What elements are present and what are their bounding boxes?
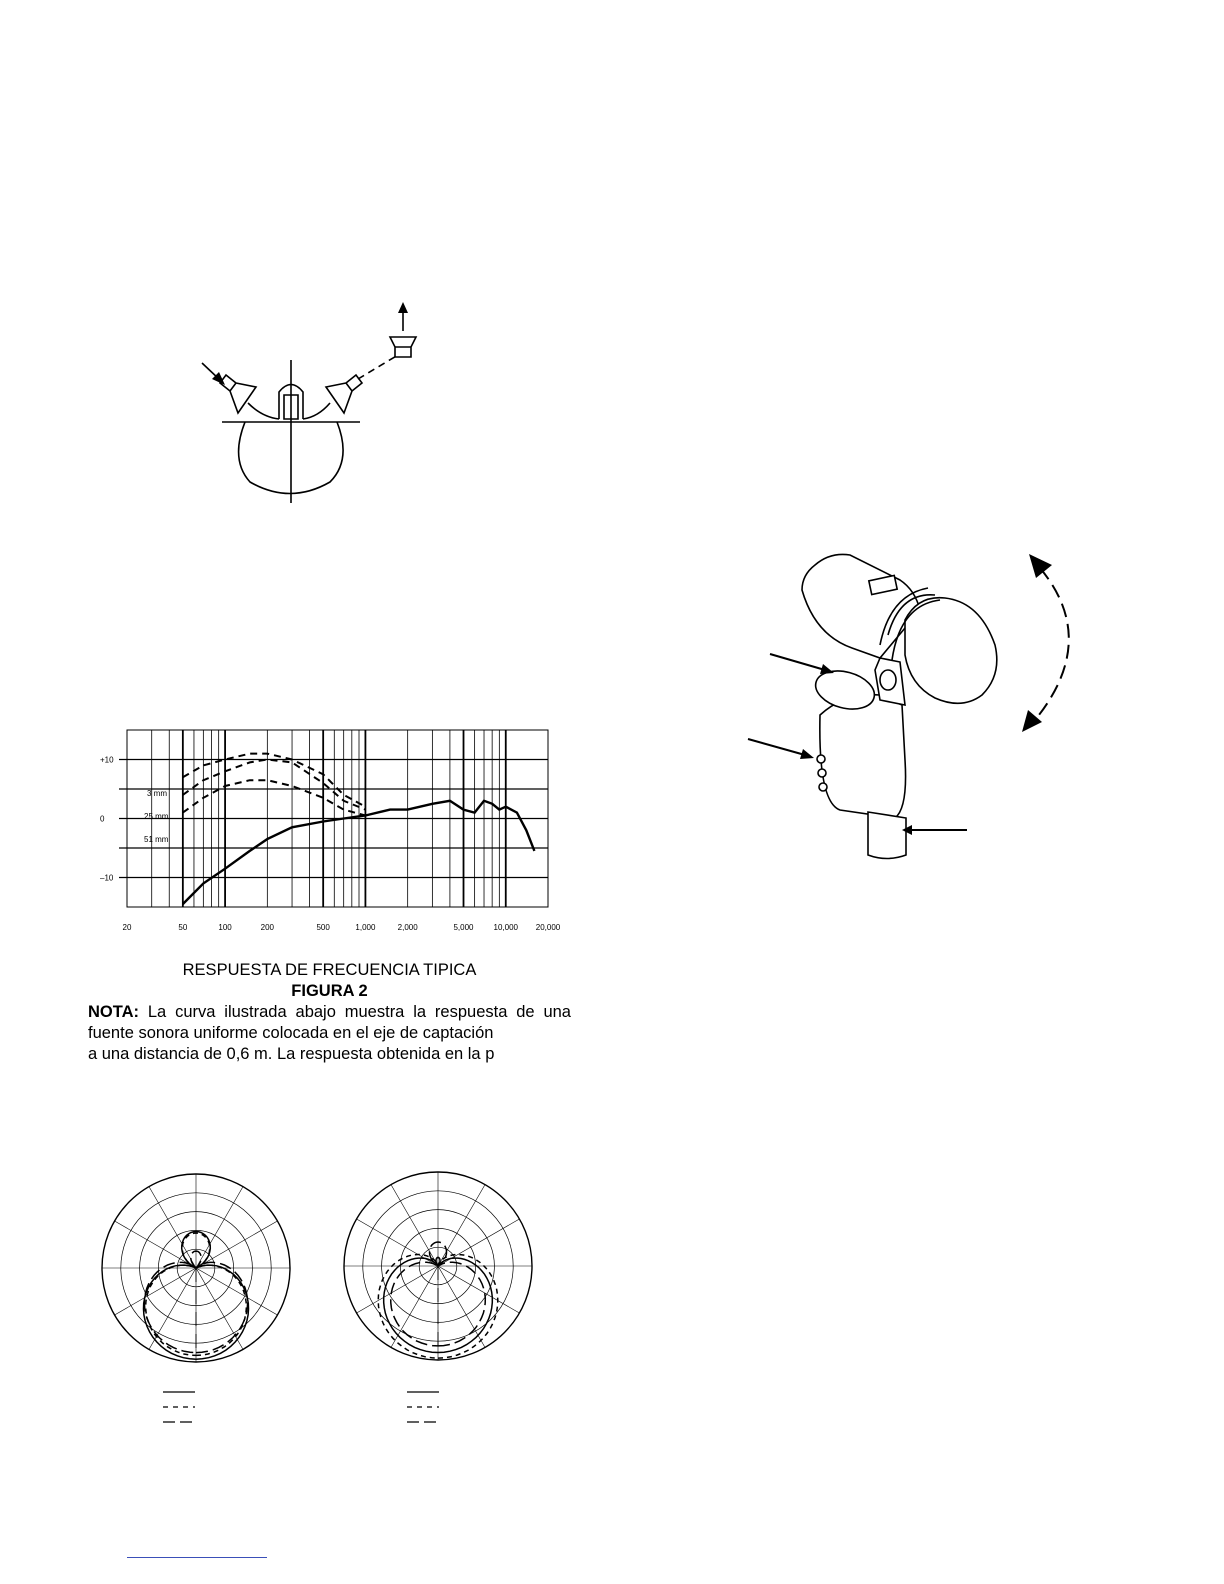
polar-legend-right	[407, 1392, 439, 1422]
speaker-dashed-line	[358, 355, 398, 379]
x-tick-label: 10,000	[493, 923, 518, 932]
polar-chart-left	[102, 1174, 290, 1362]
mount-hole-3	[819, 783, 827, 791]
mount-hole-1	[817, 755, 825, 763]
pointer-knob-head	[820, 664, 834, 674]
polar-patterns	[90, 1165, 550, 1435]
mount-hole-2	[818, 769, 826, 777]
microphone-placement-diagram	[190, 295, 440, 510]
rotation-arrow-head-top	[1029, 554, 1052, 578]
polar-spoke	[196, 1221, 277, 1268]
polar-spoke	[196, 1187, 243, 1268]
series-3-mm	[183, 754, 366, 807]
drum-rim	[868, 812, 906, 859]
label-25mm: 25 mm	[144, 812, 169, 821]
right-arc	[303, 403, 330, 419]
rotation-arrow	[1035, 568, 1069, 720]
chart-grid	[119, 730, 548, 907]
polar-spoke	[149, 1187, 196, 1268]
pointer-clamp-head	[800, 749, 814, 759]
footer-rule	[127, 1557, 267, 1558]
chart-series	[183, 754, 535, 905]
polar-spoke	[438, 1185, 485, 1266]
label-3mm: 3 mm	[147, 789, 167, 798]
polar-spoke	[438, 1266, 519, 1313]
x-tick-label: 20	[122, 923, 132, 932]
series-25-mm	[183, 760, 366, 810]
pointer-knob	[770, 654, 825, 670]
y-tick-label: +10	[100, 755, 114, 765]
pointer-clamp	[748, 739, 805, 755]
x-tick-label: 1,000	[355, 923, 376, 932]
microphone-grille	[905, 598, 997, 704]
x-tick-label: 20,000	[535, 923, 561, 932]
x-tick-label: 200	[260, 923, 275, 932]
pivot-screw	[880, 670, 896, 690]
x-tick-label: 2,000	[397, 923, 418, 932]
rear-speaker	[390, 337, 416, 357]
x-tick-label: 500	[316, 923, 330, 932]
polar-spoke	[391, 1185, 438, 1266]
label-51mm: 51 mm	[144, 835, 169, 844]
chart-caption-title: RESPUESTA DE FRECUENCIA TIPICA	[182, 961, 477, 979]
frequency-response-chart	[100, 715, 580, 940]
polar-spoke	[115, 1221, 196, 1268]
y-tick-label: 0	[100, 814, 105, 824]
note-label: NOTA:	[88, 1003, 140, 1021]
right-monitor-speaker	[326, 375, 362, 413]
mount-clamp	[820, 695, 906, 818]
polar-spoke	[357, 1266, 438, 1313]
polar-legend-left	[163, 1392, 195, 1422]
outgoing-arrow-head	[398, 302, 408, 313]
x-tick-label: 5,000	[453, 923, 474, 932]
x-tick-label: 100	[218, 923, 232, 932]
left-arc	[248, 403, 279, 419]
left-monitor-speaker	[220, 375, 256, 413]
note-text: La curva ilustrada abajo muestra la respuesta de una fuente sonora uniforme colocada en el eje de captación	[88, 1003, 571, 1042]
series-response	[183, 801, 535, 904]
note-last-line: a una distancia de 0,6 m. La respuesta obtenida en la p	[88, 1045, 495, 1063]
figure-number: FIGURA 2	[291, 982, 368, 1000]
microphone-illustration	[740, 540, 1090, 875]
y-tick-label: –10	[100, 873, 114, 883]
polar-chart-right	[344, 1172, 532, 1360]
x-tick-label: 50	[178, 923, 188, 932]
series-51-mm	[183, 780, 366, 815]
note-paragraph	[88, 1002, 571, 1044]
